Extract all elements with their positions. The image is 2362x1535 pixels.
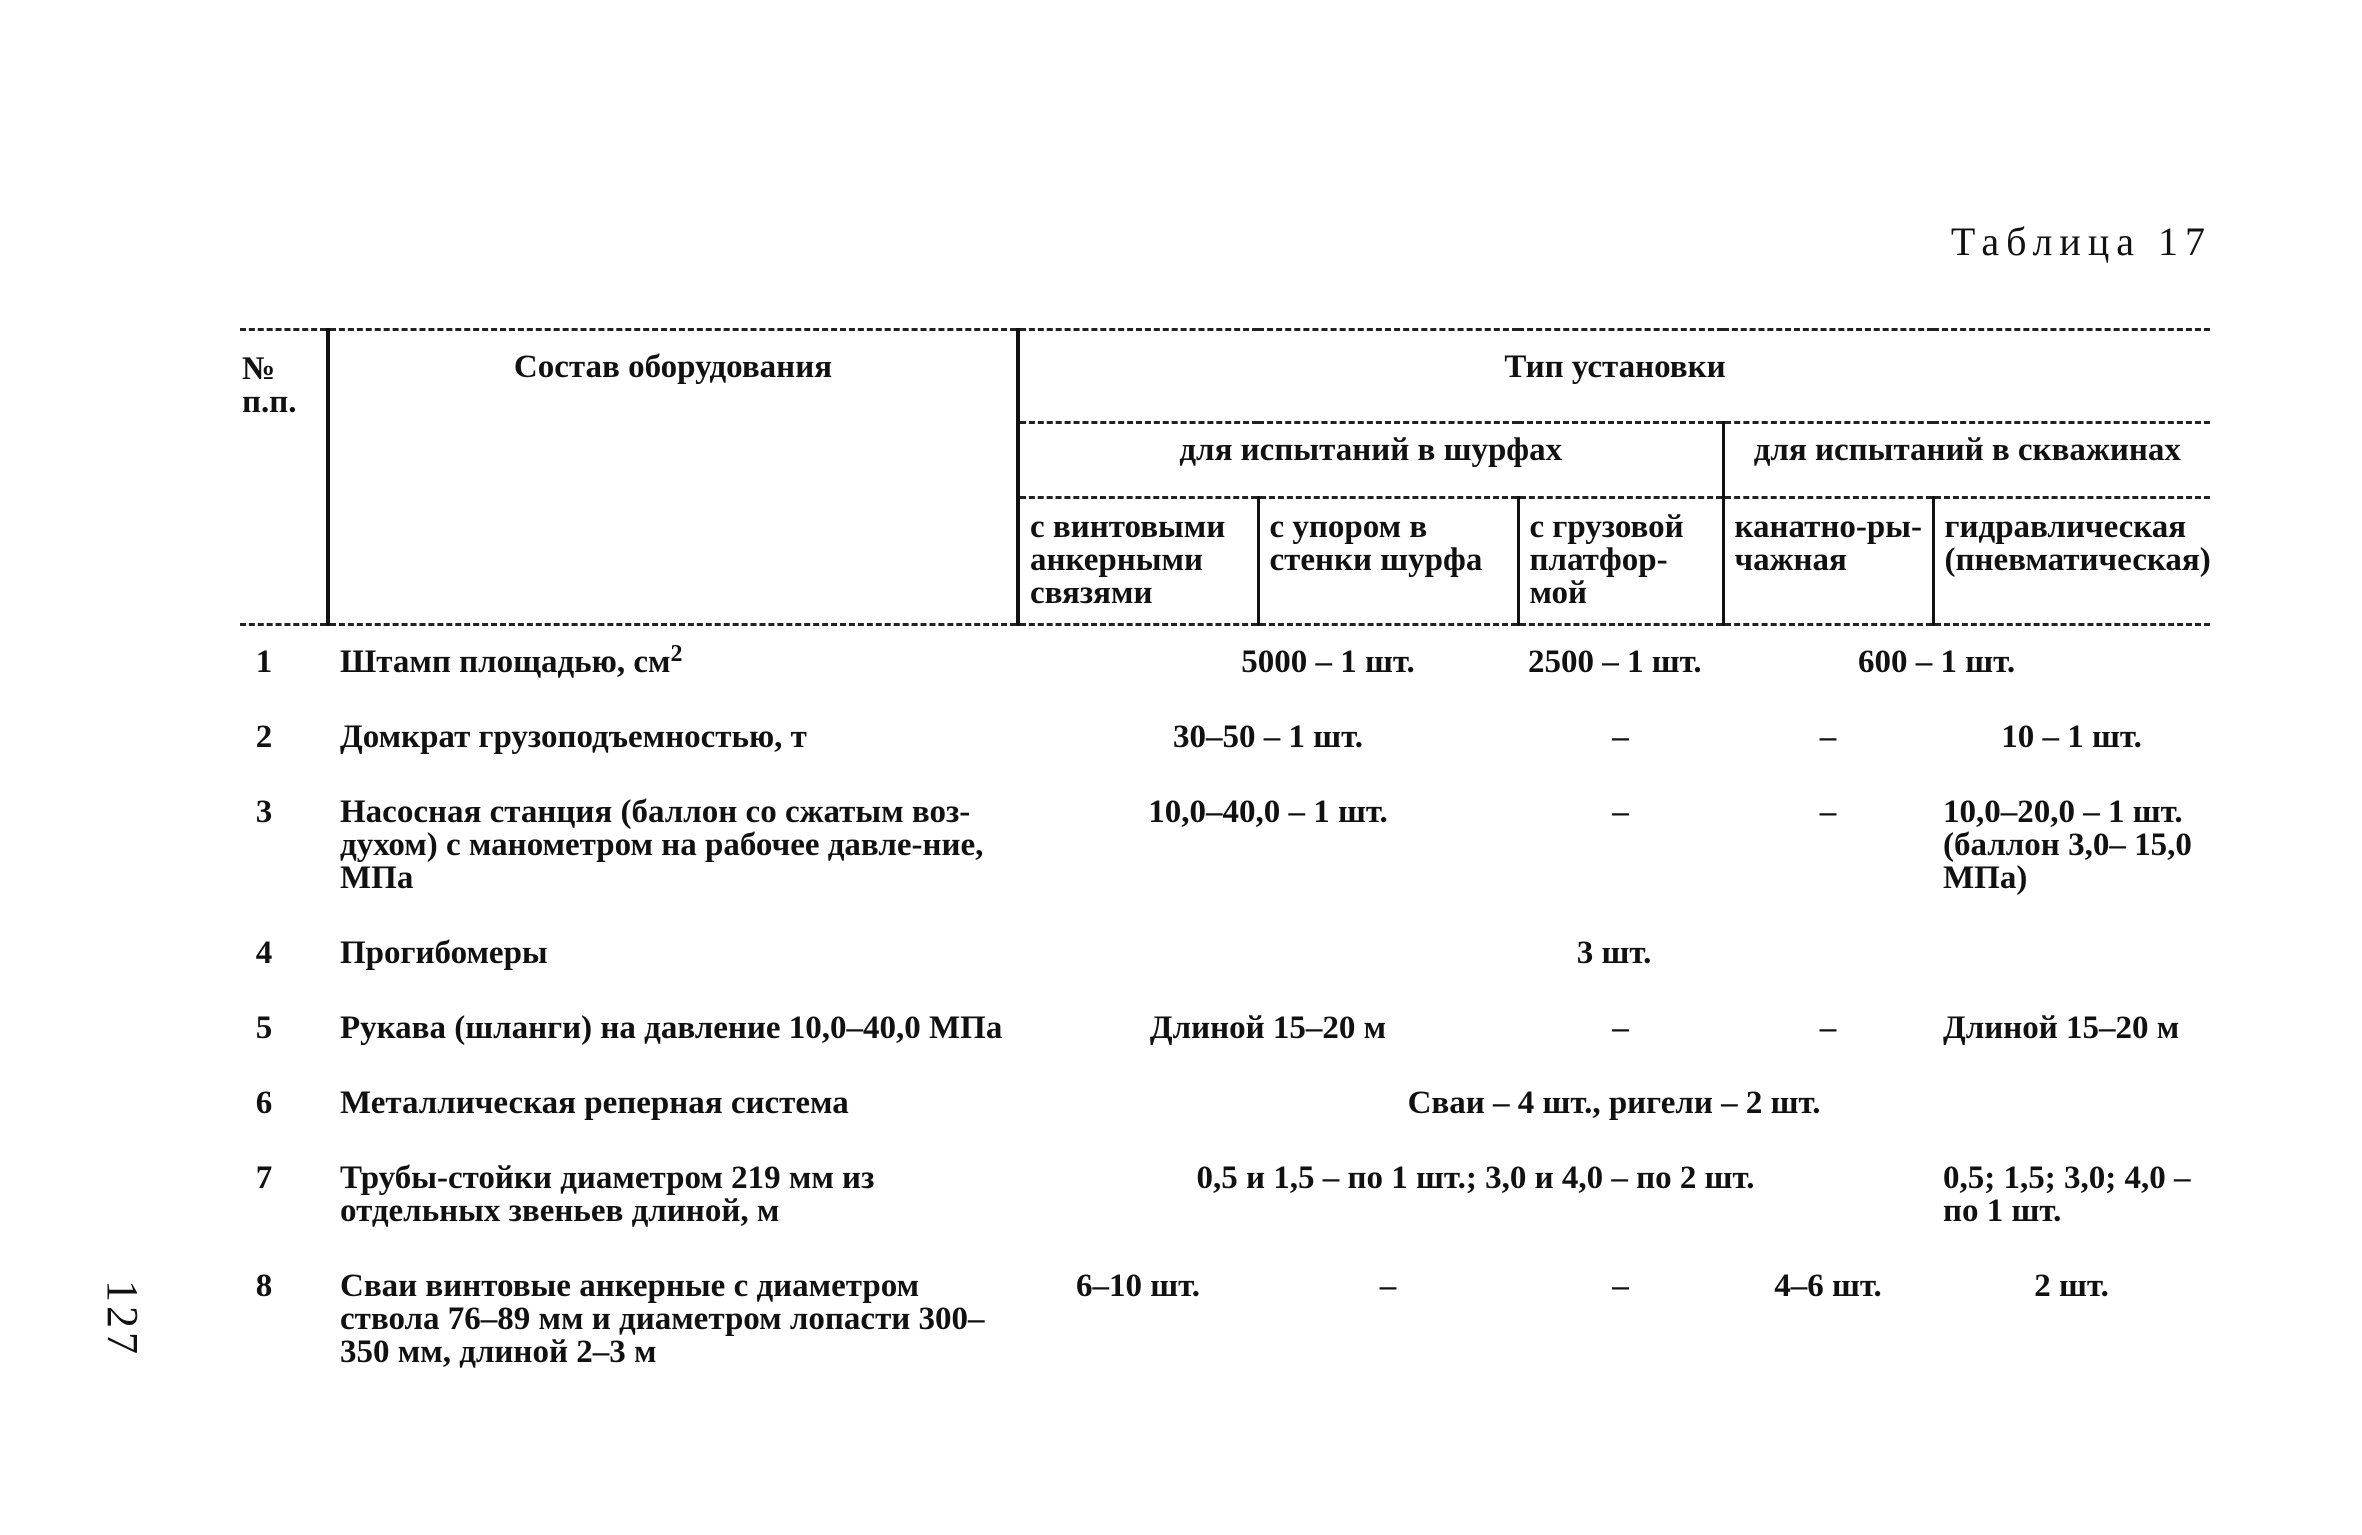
row-composition: Рукава (шланги) на давление 10,0–40,0 МПа [340, 1010, 1003, 1046]
row-composition: Домкрат грузоподъемностью, т [340, 719, 807, 755]
row-number: 8 [255, 1268, 273, 1304]
cell-rope: 4–6 шт. [1774, 1268, 1882, 1304]
header-sub-stop: с упором в стенки шурфа [1258, 498, 1518, 625]
cell-platform: – [1612, 719, 1629, 755]
cell-pits-anchor-stop: 10,0–40,0 – 1 шт. [1148, 794, 1388, 830]
table-title: Таблица 17 [1950, 219, 2212, 264]
header-sub-anchor: с винтовыми анкерными связями [1018, 498, 1258, 625]
table-row [240, 625, 2210, 702]
cell-anchor: 6–10 шт. [1075, 1268, 1201, 1304]
row-number: 7 [255, 1160, 273, 1196]
cell-first-four-types: 0,5 и 1,5 – по 1 шт.; 3,0 и 4,0 – по 2 шт. [1196, 1160, 1755, 1196]
cell-stop: – [1379, 1268, 1397, 1304]
header-sub-platform: с грузовой платфор-мой [1518, 498, 1723, 625]
table-row [240, 1142, 2210, 1250]
cell-hydraulic: 10 – 1 шт. [2001, 719, 2142, 755]
header-group-wells: для испытаний в скважинах [1723, 423, 2210, 498]
equipment-table [240, 328, 2210, 1391]
cell-pits-anchor-stop: 5000 – 1 шт. [1241, 644, 1415, 680]
page-number: 127 [98, 1280, 147, 1358]
cell-platform: 2500 – 1 шт. [1528, 644, 1702, 680]
cell-rope: – [1819, 794, 1837, 830]
row-number: 4 [255, 935, 273, 971]
cell-platform: – [1612, 794, 1629, 830]
table-row [240, 1250, 2210, 1391]
cell-hydraulic: 2 шт. [2034, 1268, 2109, 1304]
cell-pits-anchor-stop: 30–50 – 1 шт. [1172, 719, 1364, 755]
cell-hydraulic: 10,0–20,0 – 1 шт. (баллон 3,0– 15,0 МПа) [1943, 794, 2192, 896]
header-number: № п.п. [240, 330, 328, 625]
row-composition: Металлическая реперная система [340, 1085, 849, 1121]
cell-pits-anchor-stop: Длиной 15–20 м [1149, 1010, 1387, 1046]
header-group-pits: для испытаний в шурфах [1018, 423, 1723, 498]
cell-all-types: Сваи – 4 шт., ригели – 2 шт. [1407, 1085, 1821, 1121]
table-row [240, 992, 2210, 1067]
cell-platform: – [1612, 1268, 1629, 1304]
cell-platform: – [1612, 1010, 1629, 1046]
row-composition: Трубы-стойки диаметром 219 мм из отдельных звеньев длиной, м [340, 1160, 875, 1229]
table-row [240, 917, 2210, 992]
row-number: 3 [255, 794, 273, 830]
cell-rope: – [1819, 1010, 1837, 1046]
row-composition: Сваи винтовые анкерные с диаметром ствола 76–89 мм и диаметром лопасти 300–350 мм, длиной 2–3 м [340, 1268, 985, 1370]
header-composition: Состав оборудования [328, 330, 1018, 625]
table-row [240, 1067, 2210, 1142]
row-composition: Прогибомеры [340, 935, 548, 971]
header-sub-rope: канатно-ры-чажная [1723, 498, 1933, 625]
header-installation-type: Тип установки [1018, 330, 2210, 423]
header-sub-hydraulic: гидравлическая (пневматическая) [1933, 498, 2210, 625]
row-number: 6 [255, 1085, 273, 1121]
row-number: 1 [255, 644, 273, 680]
cell-all-types: 3 шт. [1576, 935, 1652, 971]
cell-rope: – [1819, 719, 1837, 755]
table-row [240, 701, 2210, 776]
row-number: 5 [255, 1010, 273, 1046]
table-row [240, 776, 2210, 917]
row-number: 2 [255, 719, 273, 755]
row-composition: Насосная станция (баллон со сжатым воз-духом) с манометром на рабочее давле-ние, МПа [340, 794, 984, 896]
row-composition: Штамп площадью, $см^2$ [340, 641, 683, 680]
cell-wells: 600 – 1 шт. [1857, 644, 2016, 680]
cell-hydraulic: 0,5; 1,5; 3,0; 4,0 – по 1 шт. [1943, 1160, 2191, 1229]
cell-hydraulic: Длиной 15–20 м [1943, 1010, 2180, 1046]
